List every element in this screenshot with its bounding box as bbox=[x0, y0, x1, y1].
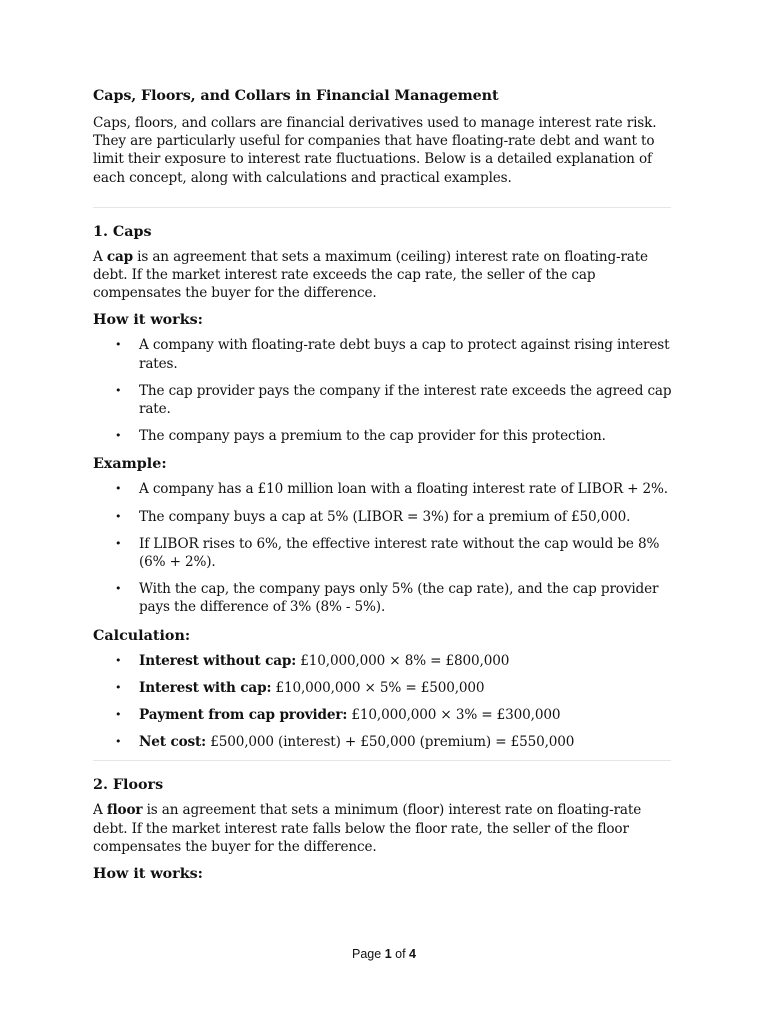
list-item bbox=[93, 382, 673, 418]
bullet-icon: • bbox=[115, 383, 122, 397]
bullet-icon: • bbox=[115, 653, 122, 667]
floors-def-rest: is an agreement that sets a minimum (floor) interest rate on floating-rate debt. If the market interest rate falls below the floor rate, the seller of the floor compensates the buyer for the difference. bbox=[93, 802, 642, 855]
floors-heading: 2. Floors bbox=[93, 777, 164, 794]
list-item bbox=[93, 679, 673, 697]
calc-label: Interest with cap: bbox=[139, 679, 272, 696]
caps-example-list bbox=[93, 480, 673, 616]
list-item-text: A company with floating-rate debt buys a cap to protect against rising interest rates. bbox=[139, 337, 670, 372]
floors-def-term: floor bbox=[106, 802, 143, 819]
bullet-icon: • bbox=[115, 582, 122, 596]
caps-def-prefix: A bbox=[93, 248, 107, 265]
document-content bbox=[93, 86, 673, 890]
calc-label: Payment from cap provider: bbox=[139, 707, 348, 724]
bullet-icon: • bbox=[115, 338, 122, 352]
list-item-text: With the cap, the company pays only 5% (the cap rate), and the cap provider pays the difference of 3% (8% - 5%). bbox=[139, 581, 659, 616]
bullet-icon: • bbox=[115, 735, 122, 749]
caps-calc-list bbox=[93, 652, 673, 752]
list-item bbox=[93, 733, 673, 751]
list-item bbox=[93, 652, 673, 670]
list-item bbox=[93, 535, 673, 571]
list-item bbox=[93, 427, 673, 445]
list-item-text: If LIBOR rises to 6%, the effective interest rate without the cap would be 8% (6% + 2%). bbox=[139, 535, 660, 571]
list-item bbox=[93, 480, 673, 498]
calc-label: Net cost: bbox=[139, 734, 207, 751]
caps-heading: 1. Caps bbox=[93, 223, 152, 240]
of-word: of bbox=[395, 947, 406, 961]
intro-paragraph: Caps, floors, and collars are financial derivatives used to manage interest rate risk. They are particularly useful for companies that have floating-rate debt and want to limit their exposure to interest rate fluctuations. Below is a detailed explanation of each concept, along with calculations and practical examples. bbox=[93, 115, 657, 186]
list-item-text: The cap provider pays the company if the interest rate exceeds the agreed cap rate. bbox=[139, 382, 672, 418]
caps-how-heading: How it works: bbox=[93, 312, 203, 329]
calc-value: £500,000 (interest) + £50,000 (premium) = £550,000 bbox=[206, 734, 575, 751]
bullet-icon: • bbox=[115, 429, 122, 443]
current-page-number: 1 bbox=[384, 947, 392, 961]
section-divider bbox=[93, 760, 671, 761]
bullet-icon: • bbox=[115, 482, 122, 496]
caps-example-heading: Example: bbox=[93, 456, 167, 473]
caps-def-term: cap bbox=[106, 248, 133, 265]
document-title: Caps, Floors, and Collars in Financial Management bbox=[93, 88, 499, 104]
list-item bbox=[93, 336, 673, 372]
bullet-icon: • bbox=[115, 680, 122, 694]
page-word: Page bbox=[352, 947, 382, 961]
calc-value: £10,000,000 × 8% = £800,000 bbox=[296, 652, 510, 669]
page-footer bbox=[0, 947, 768, 961]
caps-calc-heading: Calculation: bbox=[93, 627, 191, 644]
total-pages-number: 4 bbox=[409, 947, 416, 961]
bullet-icon: • bbox=[115, 708, 122, 722]
list-item-text: The company pays a premium to the cap provider for this protection. bbox=[139, 428, 606, 445]
list-item bbox=[93, 706, 673, 724]
list-item bbox=[93, 508, 673, 526]
caps-def-rest: is an agreement that sets a maximum (ceiling) interest rate on floating-rate debt. If the market interest rate exceeds the cap rate, the seller of the cap compensates the buyer for the difference. bbox=[93, 248, 648, 302]
bullet-icon: • bbox=[115, 509, 122, 523]
list-item bbox=[93, 580, 673, 616]
calc-value: £10,000,000 × 3% = £300,000 bbox=[347, 707, 561, 724]
floors-definition bbox=[93, 801, 673, 856]
bullet-icon: • bbox=[115, 536, 122, 550]
caps-definition bbox=[93, 248, 673, 303]
list-item-text: The company buys a cap at 5% (LIBOR = 3%) for a premium of £50,000. bbox=[139, 508, 631, 525]
section-divider bbox=[93, 207, 671, 208]
calc-value: £10,000,000 × 5% = £500,000 bbox=[271, 679, 485, 696]
floors-def-prefix: A bbox=[93, 802, 107, 819]
list-item-text: A company has a £10 million loan with a floating interest rate of LIBOR + 2%. bbox=[139, 481, 668, 498]
caps-how-list bbox=[93, 336, 673, 445]
calc-label: Interest without cap: bbox=[139, 652, 297, 669]
floors-how-heading: How it works: bbox=[93, 866, 203, 883]
